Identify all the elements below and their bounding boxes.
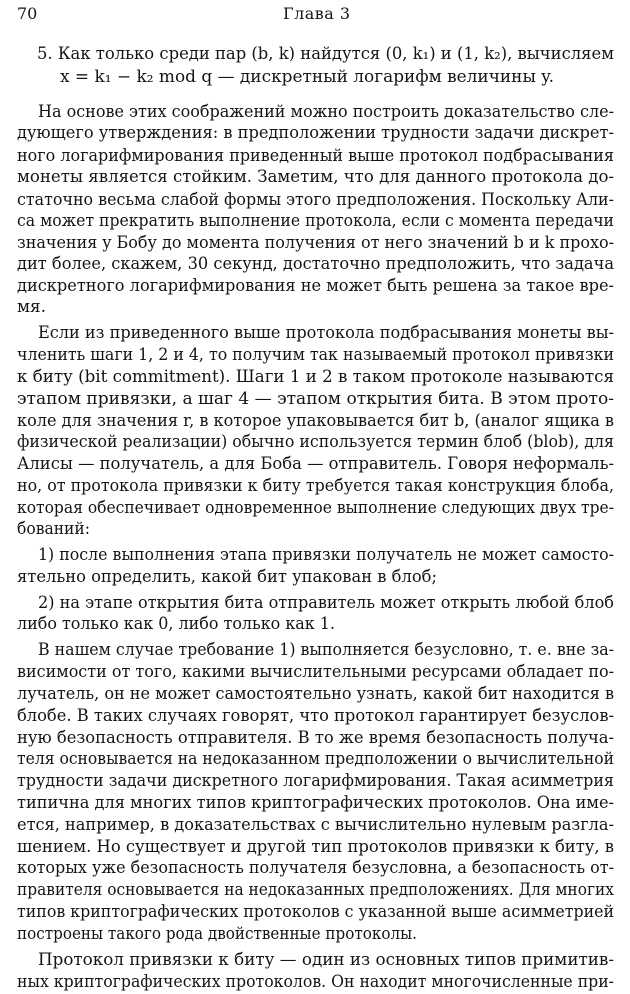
text-line bbox=[0, 815, 630, 835]
text-line-content: дискретного логарифмирования не может быть решена за такое вре- bbox=[17, 276, 614, 295]
text-line-content: ную безопасность отправителя. В то же время безопасность получа- bbox=[17, 728, 615, 747]
text-line bbox=[0, 706, 630, 726]
text-line-content: x = k₁ − k₂ mod q — дискретный логарифм величины y. bbox=[60, 67, 555, 86]
text-line bbox=[0, 276, 630, 296]
text-line-content: типов криптографических протоколов с указанной выше асимметрией bbox=[17, 902, 614, 921]
text-line bbox=[0, 367, 630, 387]
text-line-content: которых уже безопасность получателя безусловна, а безопасность от- bbox=[17, 858, 614, 877]
text-line-content: которая обеспечивает одновременное выполнение следующих двух тре- bbox=[17, 498, 614, 517]
text-line-content: 5. Как только среди пар (b, k) найдутся (0, k₁) и (1, k₂), вычисляем bbox=[37, 44, 614, 63]
text-line-content: но, от протокола привязки к биту требуется такая конструкция блоба, bbox=[17, 476, 614, 495]
text-line-content: типична для многих типов криптографических протоколов. Она име- bbox=[17, 793, 614, 812]
text-line bbox=[0, 902, 630, 922]
text-line bbox=[0, 123, 630, 143]
text-line-content: либо только как 0, либо только как 1. bbox=[17, 614, 336, 633]
text-line bbox=[0, 146, 630, 166]
text-line bbox=[0, 793, 630, 813]
text-line-content: значения y Бобу до момента получения от него значений b и k прохо- bbox=[17, 233, 615, 252]
text-line bbox=[0, 498, 630, 518]
text-line-content: статочно весьма слабой формы этого предположения. Поскольку Али- bbox=[17, 190, 615, 209]
text-line-content: физической реализации) обычно используется термин блоб (blob), для bbox=[17, 432, 614, 451]
text-line bbox=[0, 233, 630, 253]
text-line bbox=[0, 858, 630, 878]
text-line bbox=[0, 211, 630, 231]
text-line-content: 1) после выполнения этапа привязки получатель не может самосто- bbox=[38, 545, 614, 564]
text-line bbox=[0, 345, 630, 365]
text-line bbox=[0, 924, 630, 944]
text-line bbox=[0, 323, 630, 343]
text-line bbox=[0, 749, 630, 769]
text-line-content: Протокол привязки к биту — один из основных типов примитив- bbox=[38, 950, 614, 969]
text-line-content: монеты является стойким. Заметим, что для данного протокола до- bbox=[17, 167, 615, 186]
text-line-content: ного логарифмирования приведенный выше протокол подбрасывания bbox=[17, 146, 614, 165]
text-line-content: бований: bbox=[17, 519, 91, 538]
text-line bbox=[0, 67, 630, 87]
text-line bbox=[0, 389, 630, 409]
text-line bbox=[0, 662, 630, 682]
text-line-content: коле для значения r, в которое упаковывается бит b, (аналог ящика в bbox=[17, 411, 614, 430]
text-line bbox=[0, 545, 630, 565]
text-line-content: Если из приведенного выше протокола подбрасывания монеты вы- bbox=[38, 323, 615, 342]
text-line bbox=[0, 837, 630, 857]
text-line bbox=[0, 771, 630, 791]
text-line bbox=[0, 190, 630, 210]
text-line-content: блобе. В таких случаях говорят, что протокол гарантирует безуслов- bbox=[17, 706, 615, 725]
text-line-content: ных криптографических протоколов. Он находит многочисленные при- bbox=[17, 972, 614, 991]
text-line-content: правителя основывается на недоказанных предположениях. Для многих bbox=[17, 880, 614, 899]
text-line bbox=[0, 454, 630, 474]
text-line-content: са может прекратить выполнение протокола, если с момента передачи bbox=[17, 211, 615, 230]
text-line-content: к биту (bit commitment). Шаги 1 и 2 в таком протоколе называются bbox=[17, 367, 614, 386]
text-line bbox=[0, 432, 630, 452]
page-number: 70 bbox=[17, 4, 38, 23]
text-line-content: членить шаги 1, 2 и 4, то получим так называемый протокол привязки bbox=[17, 345, 615, 364]
text-line-content: На основе этих соображений можно построить доказательство сле- bbox=[38, 102, 615, 121]
text-line bbox=[0, 593, 630, 613]
text-line bbox=[0, 519, 630, 539]
text-line-content: 2) на этапе открытия бита отправитель может открыть любой блоб bbox=[38, 593, 614, 612]
text-line-content: построены такого рода двойственные протоколы. bbox=[17, 924, 417, 943]
text-line-content: этапом привязки, а шаг 4 — этапом открытия бита. В этом прото- bbox=[17, 389, 614, 408]
text-line bbox=[0, 640, 630, 660]
text-line bbox=[0, 254, 630, 274]
text-line-content: В нашем случае требование 1) выполняется безусловно, т. е. вне за- bbox=[38, 640, 614, 659]
text-line bbox=[0, 614, 630, 634]
text-line-content: теля основывается на недоказанном предположении о вычислительной bbox=[17, 749, 614, 768]
text-line bbox=[0, 297, 630, 317]
text-line-content: дит более, скажем, 30 секунд, достаточно предположить, что задача bbox=[17, 254, 615, 273]
text-line-content: висимости от того, какими вычислительными ресурсами обладает по- bbox=[17, 662, 615, 681]
text-line-content: трудности задачи дискретного логарифмирования. Такая асимметрия bbox=[17, 771, 614, 790]
text-line bbox=[0, 950, 630, 970]
text-line bbox=[0, 728, 630, 748]
text-line-content: Алисы — получатель, а для Боба — отправитель. Говоря неформаль- bbox=[17, 454, 615, 473]
text-line bbox=[0, 567, 630, 587]
text-line bbox=[0, 880, 630, 900]
text-line bbox=[0, 102, 630, 122]
text-line-content: лучатель, он не может самостоятельно узнать, какой бит находится в bbox=[17, 684, 614, 703]
text-line-content: шением. Но существует и другой тип протоколов привязки к биту, в bbox=[17, 837, 615, 856]
text-line bbox=[0, 44, 630, 64]
text-line bbox=[0, 684, 630, 704]
chapter-title: Глава 3 bbox=[283, 4, 351, 23]
text-line-content: мя. bbox=[17, 297, 46, 316]
text-line bbox=[0, 972, 630, 992]
text-line-content: ятельно определить, какой бит упакован в блоб; bbox=[17, 567, 437, 586]
text-line-content: дующего утверждения: в предположении трудности задачи дискрет- bbox=[17, 123, 614, 142]
text-line bbox=[0, 476, 630, 496]
text-line bbox=[0, 167, 630, 187]
text-line-content: ется, например, в доказательствах с вычислительно нулевым разгла- bbox=[17, 815, 615, 834]
text-line bbox=[0, 411, 630, 431]
